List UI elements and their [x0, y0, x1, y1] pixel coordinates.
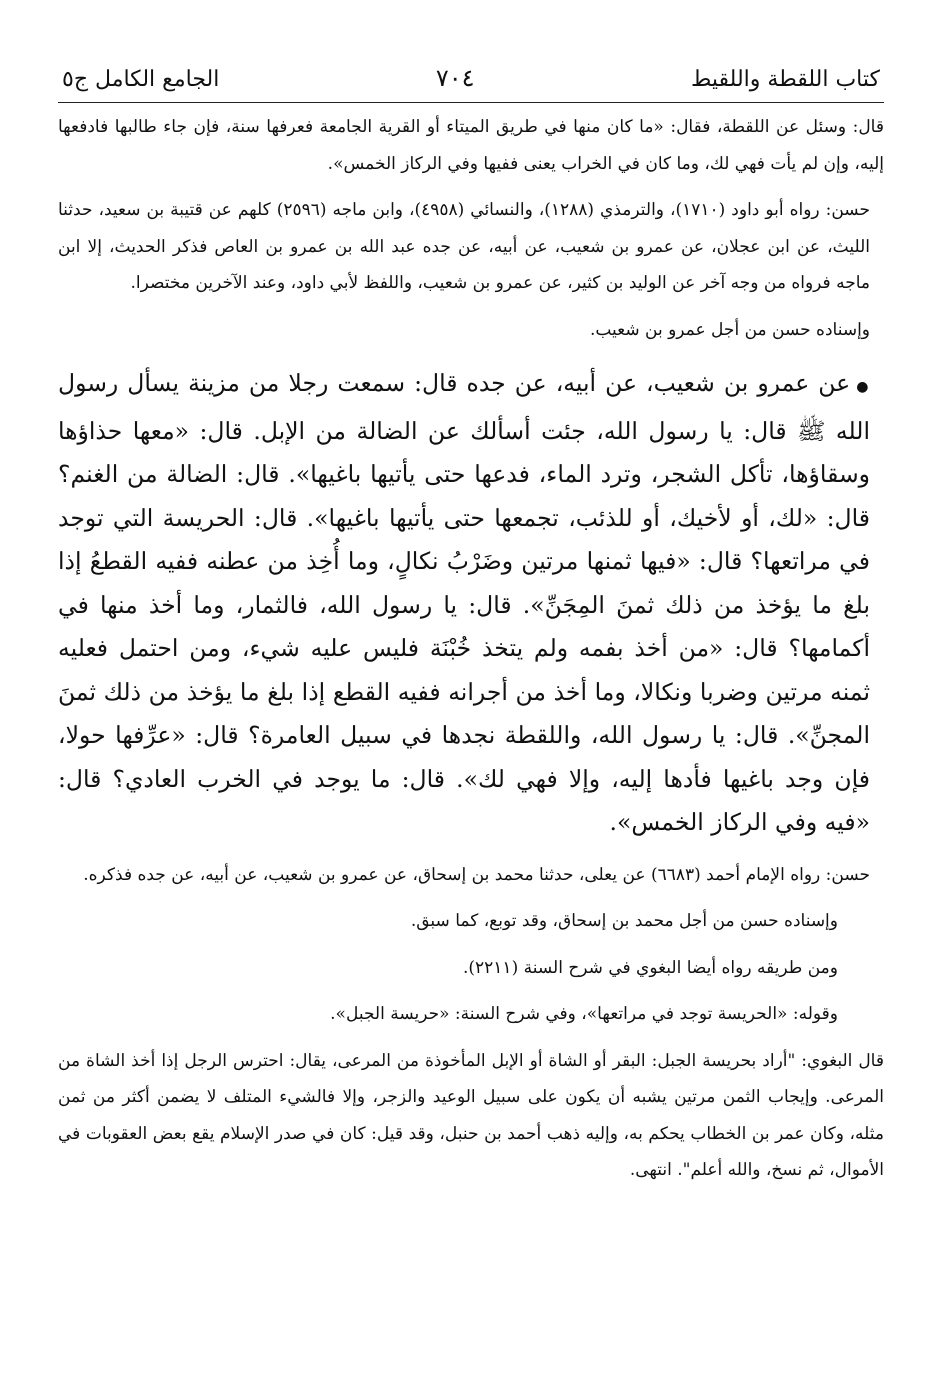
- hadith-text: [58, 362, 884, 845]
- wording-note: وقوله: «الحريسة توجد في مراتعها»، وفي شرح السنة: «حريسة الجبل».: [330, 1004, 838, 1024]
- page-header: [58, 58, 884, 103]
- hadith-body: عن عمرو بن شعيب، عن أبيه، عن جده قال: سمعت رجلا من مزينة يسأل رسول الله ﷺ قال: يا رسول الله، جئت أسألك عن الضالة من الإبل. قال: «معها حذاؤها وسقاؤها، تأكل الشجر، وترد الماء، فدعها حتى يأتيها باغيها». قال: الضالة من الغنم؟ قال: «لك، أو لأخيك، أو للذئب، تجمعها حتى يأتيها باغيها». قال: الحريسة التي توجد في مراتعها؟ قال: «فيها ثمنها مرتين وضَرْبُ نكالٍ، وما أُخِذ من عطنه ففيه القطعُ إذا بلغ ما يؤخذ من ذلك ثمنَ المِجَنِّ». قال: يا رسول الله، فالثمار، وما أخذ منها في أكمامها؟ قال: «من أخذ بفمه ولم يتخذ خُبْنَة فليس عليه شيء، ومن احتمل فعليه ثمنه مرتين وضربا ونكالا، وما أخذ من أجرانه ففيه القطع إذا بلغ ما يؤخذ من ذلك ثمنَ المجنِّ». قال: يا رسول الله، واللقطة نجدها في سبيل العامرة؟ قال: «عرِّفها حولا، فإن وجد باغيها فأدها إليه، وإلا فهي لك». قال: ما يوجد في الخرب العادي؟ قال: «فيه وفي الركاز الخمس».: [58, 369, 870, 836]
- isnad-note: وإسناده حسن من أجل محمد بن إسحاق، وقد توبع، كما سبق.: [410, 911, 838, 931]
- baghawi-quote: قال البغوي: "أراد بحريسة الجبل: البقر أو الشاة أو الإبل المأخوذة من المرعى، يقال: احترس الرجل إذا أخذ الشاة من المرعى. وإيجاب الثمن مرتين يشبه أن يكون على سبيل الوعيد والزجر، وإلا فالشيء المتلف لا يضمن أكثر من ثمن مثله، وكان عمر بن الخطاب يحكم به، وإليه ذهب أحمد بن حنبل، وقد قيل: كان في صدر الإسلام يقع بعض العقوبات في الأموال، ثم نسخ، والله أعلم". انتهى.: [58, 1050, 884, 1180]
- page-number: ٧٠٤: [435, 64, 475, 92]
- commentary-paragraph: قال: وسئل عن اللقطة، فقال: «ما كان منها في طريق الميتاء أو القرية الجامعة فعرفها سنة، فإن جاء طالبها فادفعها إليه، وإن لم يأت فهي لك، وما كان في الخراب يعنى ففيها وفي الركاز الخمس».: [58, 117, 884, 174]
- bullet-icon: ●: [856, 379, 871, 395]
- volume-title: الجامع الكامل ج٥: [62, 67, 220, 92]
- takhrij-paragraph: حسن: رواه الإمام أحمد (٦٦٨٣) عن يعلى، حدثنا محمد بن إسحاق، عن عمرو بن شعيب، عن أبيه، عن جده فذكره.: [83, 864, 870, 885]
- book-title: كتاب اللقطة واللقيط: [691, 67, 880, 92]
- takhrij-paragraph: حسن: رواه أبو داود (١٧١٠)، والترمذي (١٢٨٨)، والنسائي (٤٩٥٨)، وابن ماجه (٢٥٩٦) كلهم عن قتيبة بن سعيد، حدثنا الليث، عن ابن عجلان، عن عمرو بن شعيب، عن أبيه، عن جده عبد الله بن عمرو بن العاص فذكر الحديث، إلا ابن ماجه فرواه من وجه آخر عن الوليد بن كثير، عن عمرو بن شعيب، واللفظ لأبي داود، وعند الآخرين مختصرا.: [58, 200, 870, 293]
- isnad-note: وإسناده حسن من أجل عمرو بن شعيب.: [589, 319, 870, 340]
- source-note: ومن طريقه رواه أيضا البغوي في شرح السنة (٢٢١١).: [462, 957, 838, 978]
